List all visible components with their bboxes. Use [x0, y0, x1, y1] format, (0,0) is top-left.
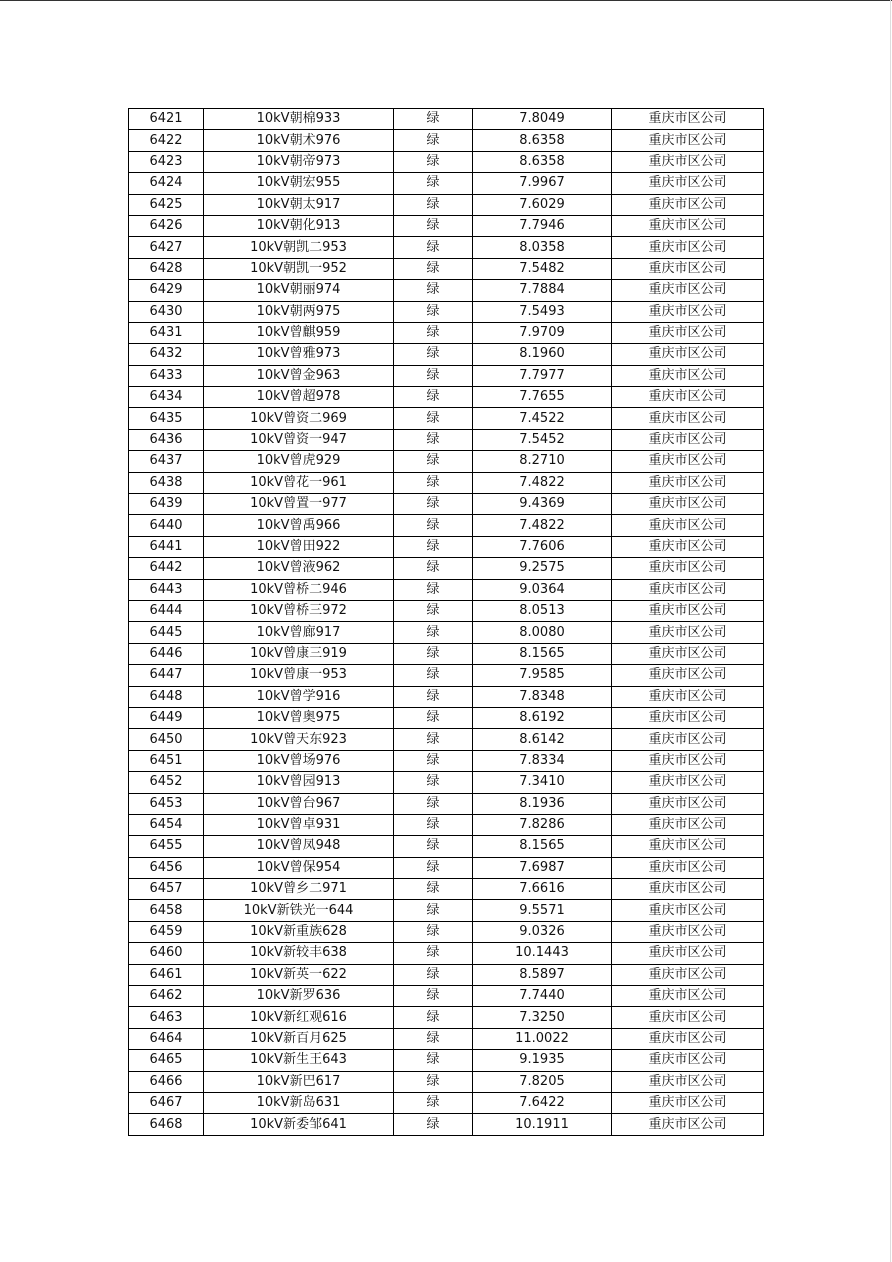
cell-value: 7.7884	[473, 280, 612, 301]
cell-status: 绿	[394, 173, 473, 194]
cell-line-name: 10kV新罗636	[204, 986, 394, 1007]
cell-row-number: 6422	[129, 130, 204, 151]
cell-company: 重庆市区公司	[612, 579, 764, 600]
cell-line-name: 10kV朝两975	[204, 301, 394, 322]
table-row	[129, 429, 764, 450]
cell-row-number: 6445	[129, 622, 204, 643]
cell-line-name: 10kV曾超978	[204, 387, 394, 408]
cell-value: 7.8205	[473, 1071, 612, 1092]
table-row	[129, 772, 764, 793]
table-row	[129, 494, 764, 515]
cell-company: 重庆市区公司	[612, 173, 764, 194]
page-top-edge	[0, 0, 892, 1]
cell-company: 重庆市区公司	[612, 130, 764, 151]
cell-value: 7.3410	[473, 772, 612, 793]
table-row	[129, 857, 764, 878]
table-row	[129, 793, 764, 814]
cell-line-name: 10kV新较丰638	[204, 943, 394, 964]
cell-company: 重庆市区公司	[612, 1071, 764, 1092]
cell-value: 8.6142	[473, 729, 612, 750]
table-row	[129, 729, 764, 750]
cell-company: 重庆市区公司	[612, 494, 764, 515]
cell-row-number: 6430	[129, 301, 204, 322]
cell-status: 绿	[394, 429, 473, 450]
cell-row-number: 6451	[129, 750, 204, 771]
cell-status: 绿	[394, 986, 473, 1007]
cell-value: 7.7655	[473, 387, 612, 408]
cell-status: 绿	[394, 921, 473, 942]
cell-row-number: 6466	[129, 1071, 204, 1092]
cell-line-name: 10kV朝太917	[204, 194, 394, 215]
cell-status: 绿	[394, 643, 473, 664]
cell-line-name: 10kV曾桥二946	[204, 579, 394, 600]
cell-status: 绿	[394, 793, 473, 814]
cell-row-number: 6458	[129, 900, 204, 921]
cell-company: 重庆市区公司	[612, 943, 764, 964]
cell-row-number: 6421	[129, 109, 204, 130]
cell-value: 8.6192	[473, 707, 612, 728]
cell-row-number: 6439	[129, 494, 204, 515]
cell-line-name: 10kV曾凤948	[204, 836, 394, 857]
cell-value: 8.5897	[473, 964, 612, 985]
cell-row-number: 6425	[129, 194, 204, 215]
table-row	[129, 258, 764, 279]
cell-company: 重庆市区公司	[612, 1092, 764, 1113]
cell-status: 绿	[394, 472, 473, 493]
cell-value: 8.1565	[473, 836, 612, 857]
cell-line-name: 10kV曾雅973	[204, 344, 394, 365]
cell-line-name: 10kV曾置一977	[204, 494, 394, 515]
cell-value: 8.6358	[473, 151, 612, 172]
cell-status: 绿	[394, 579, 473, 600]
cell-line-name: 10kV曾天东923	[204, 729, 394, 750]
cell-value: 8.0358	[473, 237, 612, 258]
cell-value: 8.1960	[473, 344, 612, 365]
table-row	[129, 900, 764, 921]
table-row	[129, 836, 764, 857]
cell-company: 重庆市区公司	[612, 536, 764, 557]
cell-status: 绿	[394, 964, 473, 985]
cell-company: 重庆市区公司	[612, 451, 764, 472]
cell-company: 重庆市区公司	[612, 429, 764, 450]
cell-company: 重庆市区公司	[612, 686, 764, 707]
table-row	[129, 1007, 764, 1028]
table-row	[129, 151, 764, 172]
table-row	[129, 237, 764, 258]
cell-status: 绿	[394, 622, 473, 643]
cell-line-name: 10kV曾保954	[204, 857, 394, 878]
table-row	[129, 964, 764, 985]
cell-line-name: 10kV曾乡二971	[204, 879, 394, 900]
cell-status: 绿	[394, 130, 473, 151]
table-row	[129, 280, 764, 301]
cell-line-name: 10kV曾场976	[204, 750, 394, 771]
cell-value: 9.0326	[473, 921, 612, 942]
cell-row-number: 6456	[129, 857, 204, 878]
cell-line-name: 10kV朝化913	[204, 215, 394, 236]
cell-value: 7.7946	[473, 215, 612, 236]
cell-status: 绿	[394, 215, 473, 236]
cell-company: 重庆市区公司	[612, 322, 764, 343]
cell-status: 绿	[394, 451, 473, 472]
cell-company: 重庆市区公司	[612, 387, 764, 408]
cell-company: 重庆市区公司	[612, 215, 764, 236]
cell-status: 绿	[394, 344, 473, 365]
cell-company: 重庆市区公司	[612, 1050, 764, 1071]
cell-row-number: 6444	[129, 600, 204, 621]
cell-line-name: 10kV曾康三919	[204, 643, 394, 664]
cell-row-number: 6446	[129, 643, 204, 664]
cell-line-name: 10kV曾花一961	[204, 472, 394, 493]
table-row	[129, 387, 764, 408]
cell-company: 重庆市区公司	[612, 365, 764, 386]
cell-value: 8.1565	[473, 643, 612, 664]
cell-line-name: 10kV朝棉933	[204, 109, 394, 130]
cell-status: 绿	[394, 1028, 473, 1049]
cell-value: 8.0513	[473, 600, 612, 621]
cell-status: 绿	[394, 365, 473, 386]
table-row	[129, 1114, 764, 1135]
cell-line-name: 10kV新红观616	[204, 1007, 394, 1028]
cell-value: 7.8334	[473, 750, 612, 771]
cell-line-name: 10kV曾液962	[204, 558, 394, 579]
table-row	[129, 515, 764, 536]
cell-value: 8.0080	[473, 622, 612, 643]
cell-value: 7.6616	[473, 879, 612, 900]
table-row	[129, 622, 764, 643]
cell-line-name: 10kV朝宏955	[204, 173, 394, 194]
table-row	[129, 130, 764, 151]
cell-value: 7.6987	[473, 857, 612, 878]
cell-line-name: 10kV曾台967	[204, 793, 394, 814]
table-row	[129, 686, 764, 707]
cell-row-number: 6452	[129, 772, 204, 793]
cell-status: 绿	[394, 686, 473, 707]
table-row	[129, 472, 764, 493]
cell-status: 绿	[394, 1092, 473, 1113]
page-right-edge	[890, 0, 891, 1262]
cell-company: 重庆市区公司	[612, 1114, 764, 1135]
table-row	[129, 707, 764, 728]
cell-line-name: 10kV曾麒959	[204, 322, 394, 343]
cell-line-name: 10kV朝丽974	[204, 280, 394, 301]
cell-company: 重庆市区公司	[612, 814, 764, 835]
table-row	[129, 921, 764, 942]
table-row	[129, 1092, 764, 1113]
cell-value: 7.4822	[473, 515, 612, 536]
cell-row-number: 6431	[129, 322, 204, 343]
table-row	[129, 943, 764, 964]
cell-value: 7.3250	[473, 1007, 612, 1028]
table-row	[129, 665, 764, 686]
feeder-table-body	[129, 109, 764, 1136]
cell-company: 重庆市区公司	[612, 408, 764, 429]
table-row	[129, 536, 764, 557]
cell-row-number: 6455	[129, 836, 204, 857]
cell-status: 绿	[394, 387, 473, 408]
cell-status: 绿	[394, 1071, 473, 1092]
cell-status: 绿	[394, 1050, 473, 1071]
table-row	[129, 986, 764, 1007]
cell-status: 绿	[394, 280, 473, 301]
table-row	[129, 1028, 764, 1049]
cell-company: 重庆市区公司	[612, 515, 764, 536]
cell-status: 绿	[394, 322, 473, 343]
cell-value: 7.5493	[473, 301, 612, 322]
cell-line-name: 10kV曾桥三972	[204, 600, 394, 621]
cell-row-number: 6442	[129, 558, 204, 579]
cell-line-name: 10kV曾康一953	[204, 665, 394, 686]
cell-company: 重庆市区公司	[612, 258, 764, 279]
cell-value: 9.4369	[473, 494, 612, 515]
table-row	[129, 194, 764, 215]
cell-status: 绿	[394, 665, 473, 686]
table-row	[129, 109, 764, 130]
cell-value: 7.8286	[473, 814, 612, 835]
cell-line-name: 10kV曾虎929	[204, 451, 394, 472]
cell-company: 重庆市区公司	[612, 986, 764, 1007]
cell-row-number: 6467	[129, 1092, 204, 1113]
cell-status: 绿	[394, 301, 473, 322]
cell-status: 绿	[394, 515, 473, 536]
table-row	[129, 879, 764, 900]
cell-line-name: 10kV新百月625	[204, 1028, 394, 1049]
table-row	[129, 643, 764, 664]
cell-value: 7.4822	[473, 472, 612, 493]
cell-row-number: 6454	[129, 814, 204, 835]
cell-line-name: 10kV新铁光一644	[204, 900, 394, 921]
cell-status: 绿	[394, 600, 473, 621]
cell-company: 重庆市区公司	[612, 879, 764, 900]
cell-line-name: 10kV曾田922	[204, 536, 394, 557]
cell-value: 8.2710	[473, 451, 612, 472]
cell-line-name: 10kV新委邹641	[204, 1114, 394, 1135]
cell-row-number: 6448	[129, 686, 204, 707]
cell-status: 绿	[394, 943, 473, 964]
cell-row-number: 6463	[129, 1007, 204, 1028]
cell-status: 绿	[394, 879, 473, 900]
cell-company: 重庆市区公司	[612, 237, 764, 258]
cell-row-number: 6453	[129, 793, 204, 814]
cell-company: 重庆市区公司	[612, 194, 764, 215]
cell-company: 重庆市区公司	[612, 921, 764, 942]
cell-company: 重庆市区公司	[612, 558, 764, 579]
table-row	[129, 215, 764, 236]
cell-row-number: 6427	[129, 237, 204, 258]
cell-status: 绿	[394, 151, 473, 172]
cell-value: 7.5452	[473, 429, 612, 450]
cell-line-name: 10kV曾资二969	[204, 408, 394, 429]
table-row	[129, 365, 764, 386]
table-row	[129, 600, 764, 621]
table-row	[129, 1050, 764, 1071]
cell-line-name: 10kV曾禹966	[204, 515, 394, 536]
cell-status: 绿	[394, 1007, 473, 1028]
cell-value: 9.1935	[473, 1050, 612, 1071]
cell-company: 重庆市区公司	[612, 280, 764, 301]
cell-line-name: 10kV朝凯二953	[204, 237, 394, 258]
cell-value: 7.9585	[473, 665, 612, 686]
cell-status: 绿	[394, 750, 473, 771]
cell-value: 10.1443	[473, 943, 612, 964]
cell-company: 重庆市区公司	[612, 964, 764, 985]
cell-status: 绿	[394, 707, 473, 728]
cell-line-name: 10kV新英一622	[204, 964, 394, 985]
cell-company: 重庆市区公司	[612, 665, 764, 686]
cell-row-number: 6461	[129, 964, 204, 985]
cell-row-number: 6433	[129, 365, 204, 386]
cell-value: 7.6422	[473, 1092, 612, 1113]
cell-company: 重庆市区公司	[612, 707, 764, 728]
cell-row-number: 6465	[129, 1050, 204, 1071]
cell-row-number: 6459	[129, 921, 204, 942]
cell-line-name: 10kV朝术976	[204, 130, 394, 151]
cell-value: 7.7977	[473, 365, 612, 386]
cell-company: 重庆市区公司	[612, 622, 764, 643]
cell-status: 绿	[394, 900, 473, 921]
cell-row-number: 6432	[129, 344, 204, 365]
cell-row-number: 6434	[129, 387, 204, 408]
cell-row-number: 6460	[129, 943, 204, 964]
cell-line-name: 10kV新巴617	[204, 1071, 394, 1092]
cell-row-number: 6443	[129, 579, 204, 600]
cell-line-name: 10kV曾廊917	[204, 622, 394, 643]
cell-company: 重庆市区公司	[612, 900, 764, 921]
cell-status: 绿	[394, 494, 473, 515]
cell-row-number: 6462	[129, 986, 204, 1007]
cell-value: 8.1936	[473, 793, 612, 814]
cell-row-number: 6428	[129, 258, 204, 279]
cell-company: 重庆市区公司	[612, 729, 764, 750]
cell-status: 绿	[394, 836, 473, 857]
table-row	[129, 322, 764, 343]
cell-company: 重庆市区公司	[612, 857, 764, 878]
cell-line-name: 10kV曾学916	[204, 686, 394, 707]
cell-value: 7.9967	[473, 173, 612, 194]
cell-value: 10.1911	[473, 1114, 612, 1135]
cell-status: 绿	[394, 1114, 473, 1135]
cell-company: 重庆市区公司	[612, 472, 764, 493]
cell-value: 8.6358	[473, 130, 612, 151]
cell-value: 7.4522	[473, 408, 612, 429]
cell-line-name: 10kV朝帝973	[204, 151, 394, 172]
cell-status: 绿	[394, 237, 473, 258]
cell-value: 9.0364	[473, 579, 612, 600]
cell-value: 7.7606	[473, 536, 612, 557]
cell-company: 重庆市区公司	[612, 750, 764, 771]
cell-line-name: 10kV曾卓931	[204, 814, 394, 835]
cell-value: 9.2575	[473, 558, 612, 579]
cell-row-number: 6457	[129, 879, 204, 900]
cell-value: 7.9709	[473, 322, 612, 343]
cell-company: 重庆市区公司	[612, 600, 764, 621]
cell-status: 绿	[394, 729, 473, 750]
feeder-table	[128, 108, 764, 1136]
cell-row-number: 6436	[129, 429, 204, 450]
cell-status: 绿	[394, 772, 473, 793]
cell-status: 绿	[394, 258, 473, 279]
cell-row-number: 6424	[129, 173, 204, 194]
cell-company: 重庆市区公司	[612, 772, 764, 793]
cell-row-number: 6438	[129, 472, 204, 493]
cell-row-number: 6423	[129, 151, 204, 172]
table-row	[129, 451, 764, 472]
cell-line-name: 10kV曾金963	[204, 365, 394, 386]
cell-value: 7.5482	[473, 258, 612, 279]
cell-company: 重庆市区公司	[612, 1007, 764, 1028]
cell-row-number: 6449	[129, 707, 204, 728]
cell-line-name: 10kV新生王643	[204, 1050, 394, 1071]
cell-company: 重庆市区公司	[612, 344, 764, 365]
cell-value: 7.6029	[473, 194, 612, 215]
cell-value: 7.8049	[473, 109, 612, 130]
cell-line-name: 10kV新岛631	[204, 1092, 394, 1113]
cell-row-number: 6426	[129, 215, 204, 236]
cell-status: 绿	[394, 857, 473, 878]
cell-row-number: 6437	[129, 451, 204, 472]
cell-row-number: 6464	[129, 1028, 204, 1049]
cell-line-name: 10kV新重族628	[204, 921, 394, 942]
cell-line-name: 10kV曾园913	[204, 772, 394, 793]
cell-status: 绿	[394, 558, 473, 579]
cell-row-number: 6441	[129, 536, 204, 557]
table-row	[129, 173, 764, 194]
cell-company: 重庆市区公司	[612, 836, 764, 857]
table-row	[129, 301, 764, 322]
cell-value: 9.5571	[473, 900, 612, 921]
cell-row-number: 6429	[129, 280, 204, 301]
cell-row-number: 6450	[129, 729, 204, 750]
table-row	[129, 579, 764, 600]
cell-status: 绿	[394, 408, 473, 429]
cell-company: 重庆市区公司	[612, 1028, 764, 1049]
cell-value: 7.7440	[473, 986, 612, 1007]
cell-row-number: 6447	[129, 665, 204, 686]
table-row	[129, 344, 764, 365]
cell-status: 绿	[394, 536, 473, 557]
cell-company: 重庆市区公司	[612, 793, 764, 814]
cell-row-number: 6435	[129, 408, 204, 429]
cell-line-name: 10kV曾奥975	[204, 707, 394, 728]
cell-row-number: 6468	[129, 1114, 204, 1135]
cell-status: 绿	[394, 814, 473, 835]
table-row	[129, 814, 764, 835]
table-row	[129, 750, 764, 771]
cell-company: 重庆市区公司	[612, 151, 764, 172]
table-row	[129, 408, 764, 429]
cell-row-number: 6440	[129, 515, 204, 536]
table-row	[129, 558, 764, 579]
cell-status: 绿	[394, 194, 473, 215]
cell-value: 7.8348	[473, 686, 612, 707]
cell-company: 重庆市区公司	[612, 643, 764, 664]
cell-status: 绿	[394, 109, 473, 130]
cell-line-name: 10kV曾资一947	[204, 429, 394, 450]
cell-value: 11.0022	[473, 1028, 612, 1049]
cell-company: 重庆市区公司	[612, 109, 764, 130]
table-row	[129, 1071, 764, 1092]
cell-line-name: 10kV朝凯一952	[204, 258, 394, 279]
cell-company: 重庆市区公司	[612, 301, 764, 322]
